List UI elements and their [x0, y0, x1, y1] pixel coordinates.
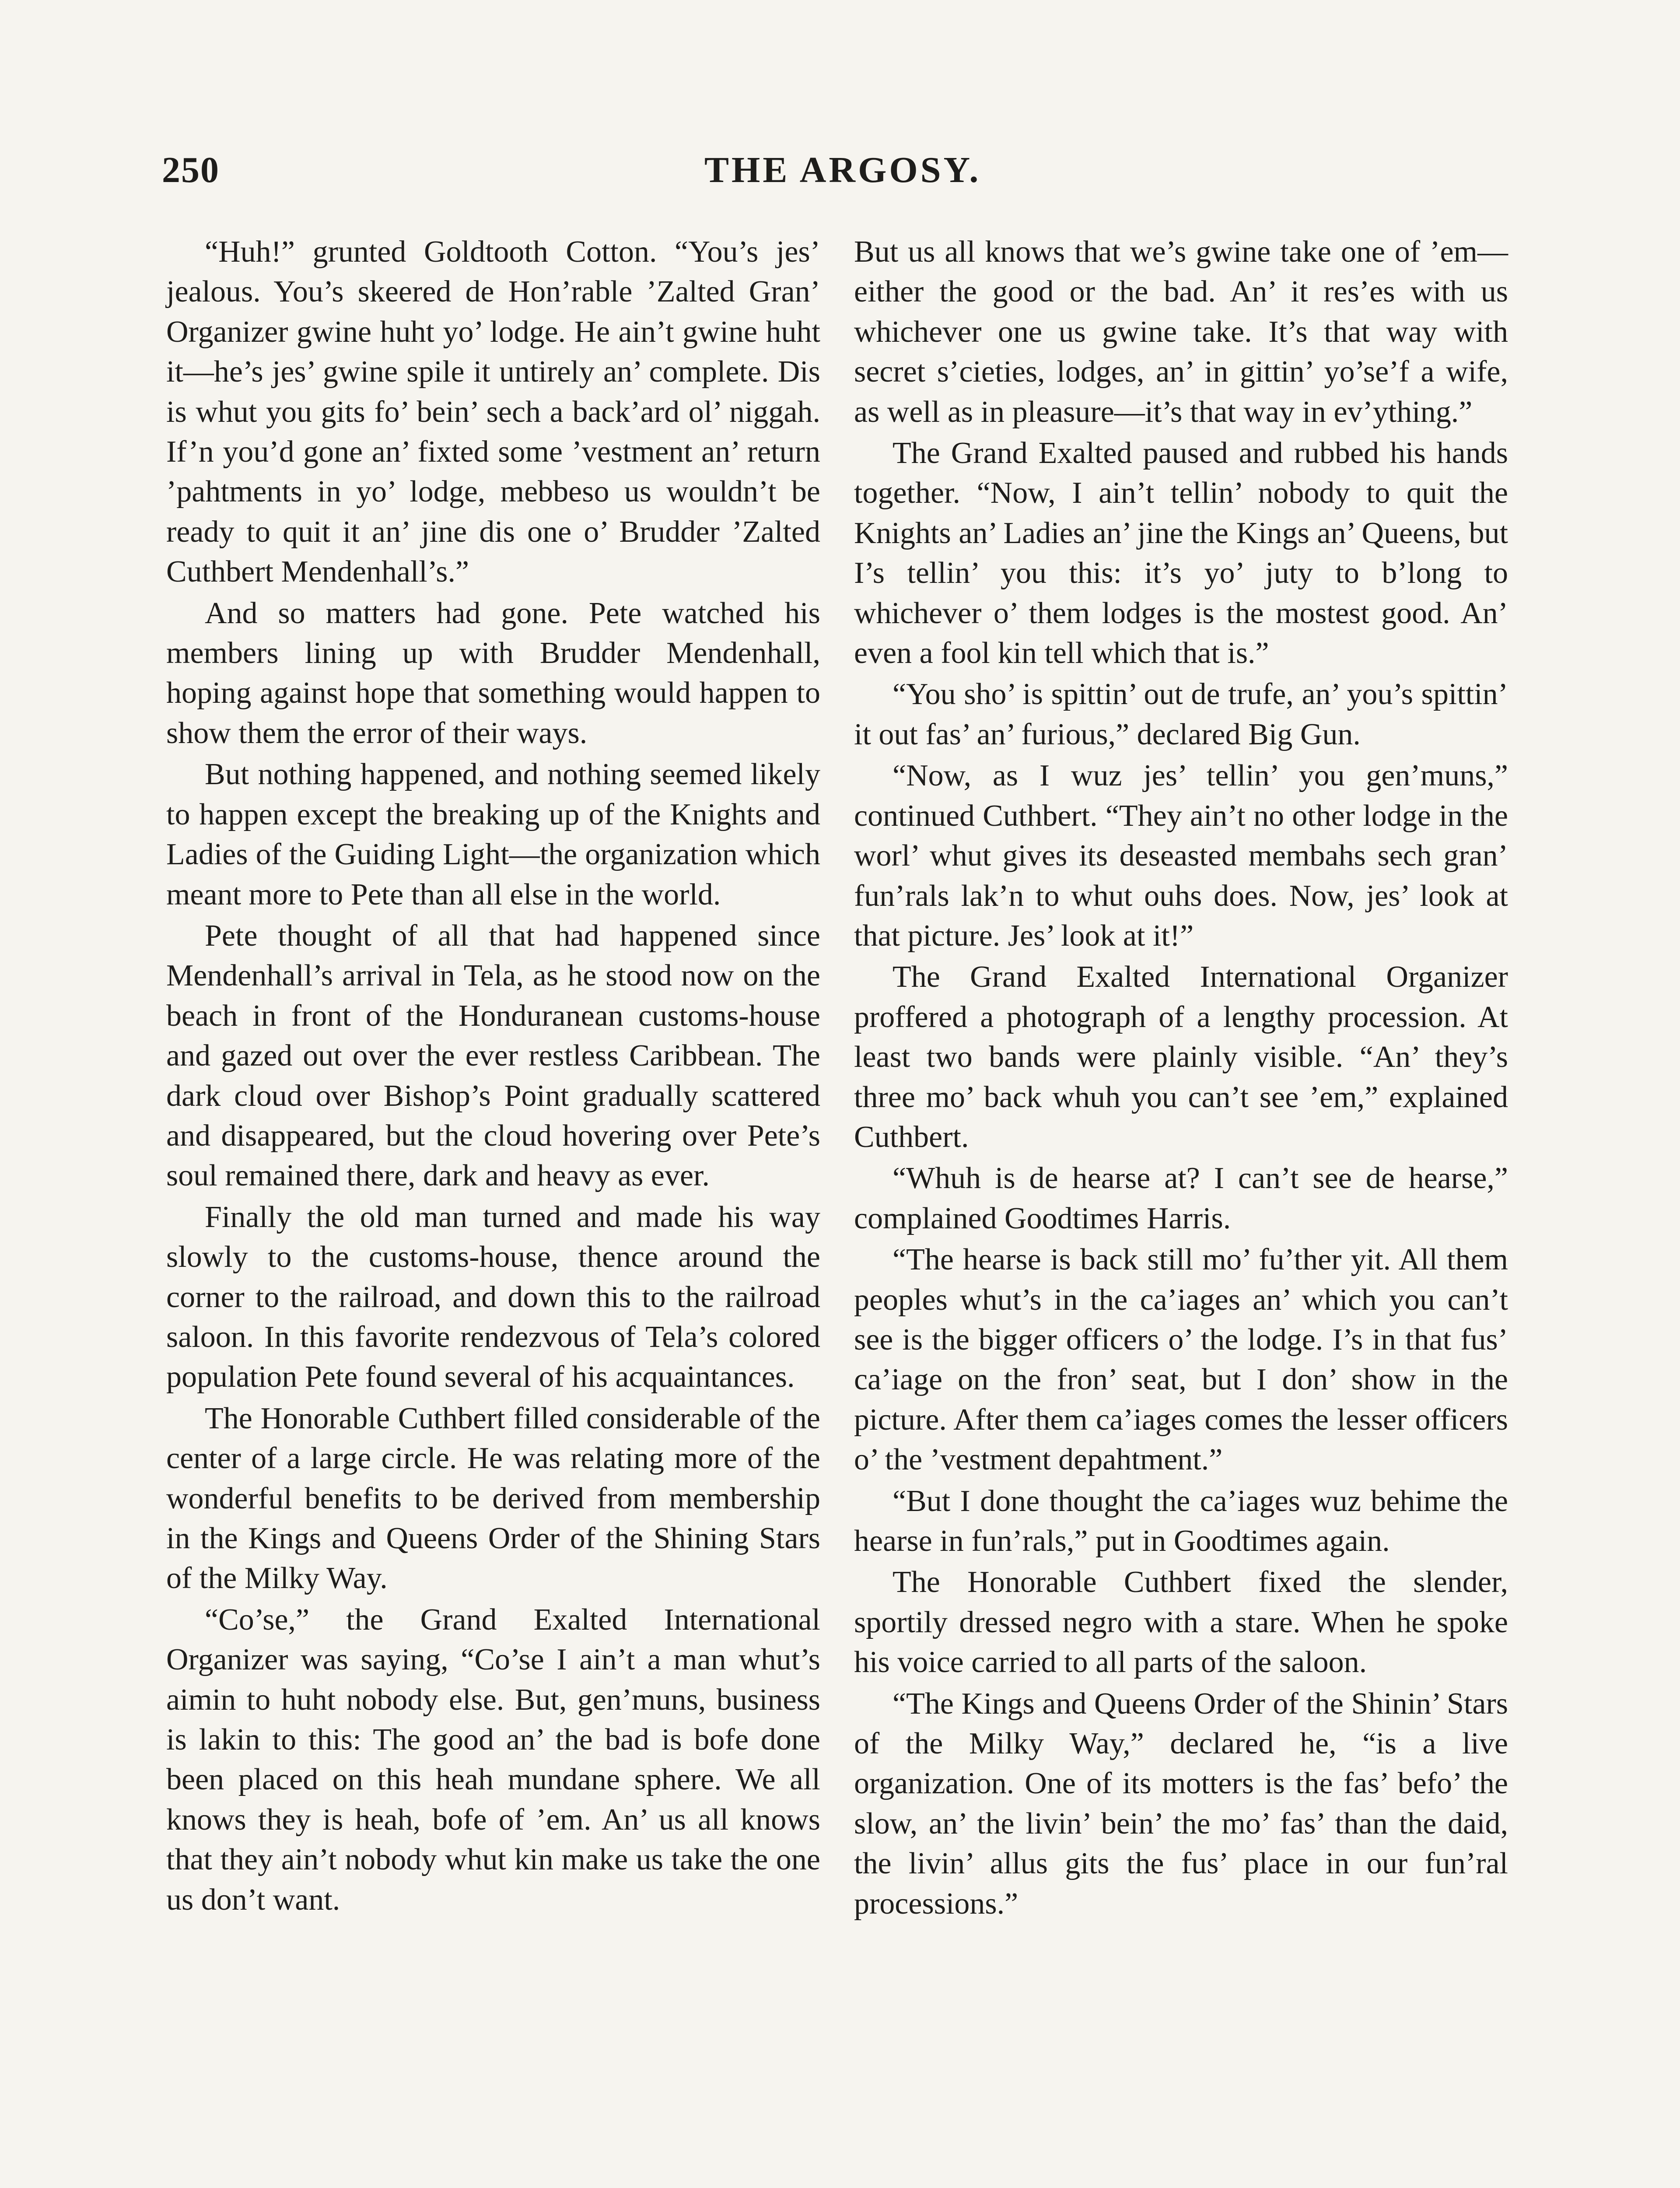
page-header — [162, 149, 1518, 206]
paragraph: Finally the old man turned and made his way slowly to the customs-house, thence around the corner to the railroad, and down this to the railroad saloon. In this favorite rendezvous of Tela’s colored population Pete found several of his acquaintances. — [166, 1200, 820, 1394]
page-number: 250 — [162, 150, 220, 190]
paragraph: “Whuh is de hearse at? I can’t see de hearse,” complained Goodtimes Harris. — [854, 1161, 1508, 1235]
paragraph-continued: But us all knows that we’s gwine take one of ’em—either the good or the bad. An’ it res’es with us whichever one us gwine take. It’s that way with secret s’cieties, lodges, an’ in gittin’ yo’se’f a wife, as well as in pleasure—it’s that way in ev’ything.” — [854, 235, 1508, 429]
paragraph: “You sho’ is spittin’ out de trufe, an’ you’s spittin’ it out fas’ an’ furious,” declared Big Gun. — [854, 677, 1508, 751]
paragraph: “But I done thought the ca’iages wuz behime the hearse in fun’rals,” put in Goodtimes again. — [854, 1484, 1508, 1558]
paragraph: The Honorable Cuthbert filled considerable of the center of a large circle. He was relating more of the wonderful benefits to be derived from membership in the Kings and Queens Order of the Shining Stars of the Milky Way. — [166, 1401, 820, 1595]
paragraph: But nothing happened, and nothing seemed likely to happen except the breaking up of the Knights and Ladies of the Guiding Light—the organization which meant more to Pete than all else in the world. — [166, 757, 820, 912]
paragraph: Pete thought of all that had happened since Mendenhall’s arrival in Tela, as he stood now on the beach in front of the Honduranean customs-house and gazed out over the ever restless Caribbean. The dark cloud over Bishop’s Point gradually scattered and disappeared, but the cloud hovering over Pete’s soul remained there, dark and heavy as ever. — [166, 919, 820, 1193]
paragraph: “Now, as I wuz jes’ tellin’ you gen’muns,” continued Cuthbert. “They ain’t no other lodge in the worl’ whut gives its deseasted membahs sech gran’ fun’rals lak’n to whut ouhs does. Now, jes’ look at that picture. Jes’ look at it!” — [854, 759, 1508, 953]
paragraph: “Huh!” grunted Goldtooth Cotton. “You’s jes’ jealous. You’s skeered de Hon’rable ’Zalted Gran’ Organizer gwine huht yo’ lodge. He ain’t gwine huht it—he’s jes’ gwine spile it untirely an’ complete. Dis is whut you gits fo’ bein’ sech a back’ard ol’ niggah. If’n you’d gone an’ fixted some ’vestment an’ return ’pahtments in yo’ lodge, mebbeso us wouldn’t be ready to quit it an’ jine dis one o’ Brudder ’Zalted Cuthbert Mendenhall’s.” — [166, 235, 820, 589]
right-column — [854, 232, 1508, 1925]
paragraph: And so matters had gone. Pete watched his members lining up with Brudder Mendenhall, hoping against hope that something would happen to show them the error of their ways. — [166, 596, 820, 750]
paragraph: “The Kings and Queens Order of the Shinin’ Stars of the Milky Way,” declared he, “is a live organization. One of its motters is the fas’ befo’ the slow, an’ the livin’ bein’ the mo’ fas’ than the daid, the livin’ allus gits the fus’ place in our fun’ral processions.” — [854, 1687, 1508, 1921]
paragraph: “Co’se,” the Grand Exalted International Organizer was saying, “Co’se I ain’t a man whut’s aimin to huht nobody else. But, gen’muns, business is lakin to this: The good an’ the bad is bofe done been placed on this heah mundane sphere. We all knows they is heah, bofe of ’em. An’ us all knows that they ain’t nobody whut kin make us take the one us don’t want. — [166, 1602, 820, 1917]
left-column — [166, 232, 820, 1921]
paragraph: The Grand Exalted International Organizer proffered a photograph of a lengthy procession. At least two bands were plainly visible. “An’ they’s three mo’ back whuh you can’t see ’em,” explained Cuthbert. — [854, 960, 1508, 1154]
paragraph: The Honorable Cuthbert fixed the slender, sportily dressed negro with a stare. When he spoke his voice carried to all parts of the saloon. — [854, 1565, 1508, 1680]
paragraph: “The hearse is back still mo’ fu’ther yit. All them peoples whut’s in the ca’iages an’ which you can’t see is the bigger officers o’ the lodge. I’s in that fus’ ca’iage on the fron’ seat, but I don’ show in the picture. After them ca’iages comes the lesser officers o’ the ’vestment depahtment.” — [854, 1243, 1508, 1477]
paragraph: The Grand Exalted paused and rubbed his hands together. “Now, I ain’t tellin’ nobody to quit the Knights an’ Ladies an’ jine the Kings an’ Queens, but I’s tellin’ you this: it’s yo’ juty to b’long to whichever o’ them lodges is the mostest good. An’ even a fool kin tell which that is.” — [854, 436, 1508, 670]
running-head: THE ARGOSY. — [704, 150, 981, 190]
